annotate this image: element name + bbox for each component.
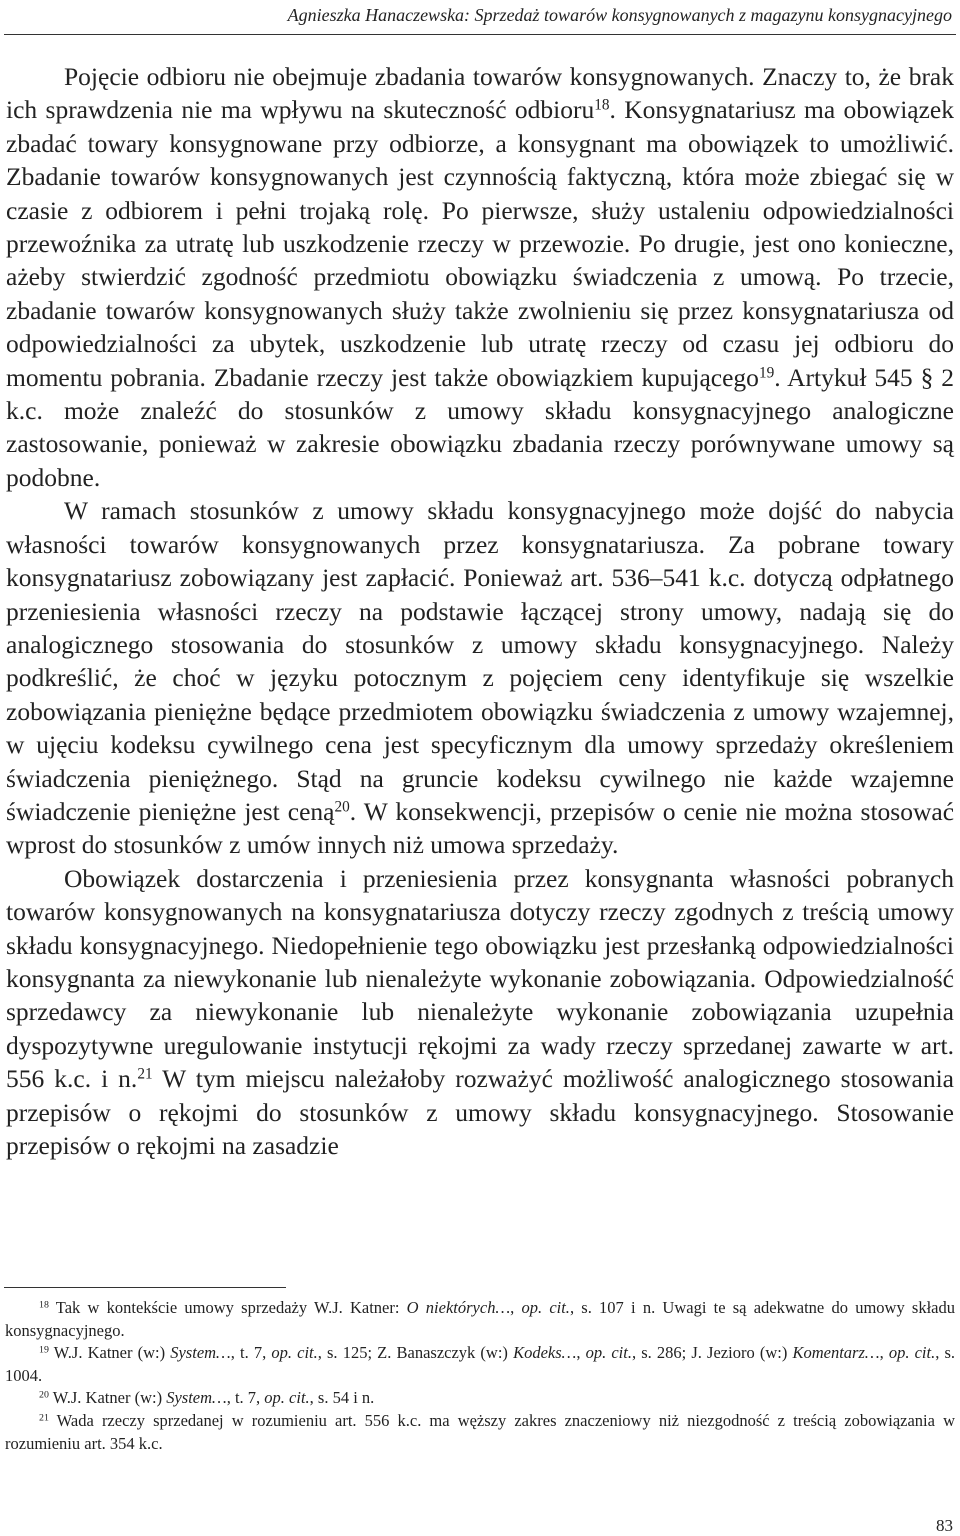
footnote (5, 1342, 955, 1387)
footnote-title: O niektórych… (406, 1298, 511, 1317)
page-number: 83 (936, 1516, 953, 1535)
running-title: Agnieszka Hanaczewska: Sprzedaż towarów konsygnowanych z magazynu konsygnacyjnego (287, 5, 952, 25)
paragraph (6, 60, 954, 494)
header-rule (4, 34, 956, 35)
footnote-text: , t. 7, (226, 1388, 265, 1408)
footnote-text: Tak w kontekście umowy sprzedaży W.J. Katner: (48, 1298, 407, 1317)
footnote-text: , s. 1004. (5, 1343, 956, 1385)
footnote-number: 18 (39, 1299, 49, 1311)
main-text (6, 60, 954, 1162)
footnote-text: , (879, 1343, 889, 1363)
footnote-title: Komentarz… (792, 1343, 880, 1363)
footnotes (5, 1297, 955, 1455)
text-run: . Konsygnatariusz ma obowiązek zbadać towary konsygnowane przy odbiorze, a konsygnant ma obowiązek to umożliwić. Zbadanie towarów konsygnowanych jest czynnością faktyczną, która może zbiegać się w czasie z odbiorem i pełni trojaką rolę. Po pierwsze, służy ustaleniu odpowiedzialności przewoźnika za utratę lub uszkodzenie rzeczy w przewozie. Po drugie, jest ono konieczne, ażeby stwierdzić zgodność przedmiotu obowiązku świadczenia z umową. Po trzecie, zbadanie towarów konsygnowanych służy także zwolnieniu się przez konsygnatariusza od odpowiedzialności za ubytek, uszkodzenie lub utratę rzeczy od czasu jej odbioru do momentu pobrania. Zbadanie rzeczy jest także obowiązkiem kupującego (6, 95, 954, 392)
paragraph (6, 862, 954, 1163)
footnote-text: W.J. Katner (w:) (48, 1343, 171, 1363)
text-run: . Artykuł 545 § 2 k.c. może znaleźć do stosunków z umowy składu konsygnacyjnego analogiczne zastosowanie, ponieważ w zakresie obowiązku zbadania rzeczy porównywane umowy są podobne. (6, 362, 955, 492)
footnote-citation: op. cit. (521, 1298, 570, 1317)
footnote-rule (4, 1287, 286, 1288)
footnote-number: 21 (39, 1412, 49, 1424)
footnote-title: Kodeks… (513, 1343, 577, 1363)
footnote-text: , t. 7, (230, 1343, 272, 1363)
text-run: Pojęcie odbioru nie obejmuje zbadania towarów konsygnowanych. Znaczy to, że brak ich sprawdzenia nie ma wpływu na skuteczność odbioru (6, 62, 954, 125)
text-run: W tym miejscu należałoby rozważyć możliwość analogicznego stosowania przepisów o rękojmi do stosunków z umowy składu konsygnacyjnego. Stosowanie przepisów o rękojmi na zasadzie (6, 1064, 954, 1160)
footnote-text: , s. 54 i n. (309, 1388, 375, 1408)
text-run: Obowiązek dostarczenia i przeniesienia przez konsygnanta własności pobranych towarów konsygnowanych na konsygnatariusza dotyczy rzeczy zgodnych z treścią umowy składu konsygnacyjnego. Niedopełnienie tego obowiązku jest przesłanką odpowiedzialności konsygnanta za niewykonanie lub nienależyte wykonanie zobowiązania. Odpowiedzialność sprzedawcy za niewykonanie lub nienależyte wykonanie zobowiązania uzupełnia dyspozytywne uregulowanie instytucji rękojmi za wady rzeczy sprzedanej zawarte w art. 556 k.c. i n. (6, 863, 954, 1094)
footnote-number: 19 (39, 1344, 49, 1356)
footnote-text: , s. 286; J. Jezioro (w:) (631, 1343, 793, 1363)
footnote (5, 1410, 955, 1455)
footnote-citation: op. cit. (888, 1343, 936, 1363)
footnote (5, 1297, 955, 1342)
footnote-ref[interactable]: 19 (758, 364, 775, 382)
footnote-text: Wada rzeczy sprzedanej w rozumieniu art. 556 k.c. ma węższy zakres znaczeniowy niż niezgodność z treścią zobowiązania w rozumieniu art. 354 k.c. (5, 1410, 955, 1453)
footnote (5, 1387, 955, 1410)
text-run: . W konsekwencji, przepisów o cenie nie można stosować wprost do stosunków z umów innych niż umowa sprzedaży. (6, 796, 955, 860)
footnote-title: System… (170, 1343, 231, 1363)
footnote-text: , (510, 1298, 522, 1317)
footnote-text: , s. 125; Z. Banaszczyk (w:) (317, 1343, 514, 1363)
paragraph (6, 494, 954, 861)
footnote-ref[interactable]: 18 (594, 97, 610, 114)
footnote-number: 20 (39, 1389, 49, 1401)
text-run: W ramach stosunków z umowy składu konsygnacyjnego może dojść do nabycia własności towarów konsygnowanych przez konsygnatariusza. Za pobrane towary konsygnatariusz zobowiązany jest zapłacić. Ponieważ art. 536–541 k.c. dotyczą odpłatnego przeniesienia własności rzeczy na podstawie łączącej strony umowy, nadają się do analogicznego stosowania do stosunków z umowy składu konsygnacyjnego. Należy podkreślić, że choć w języku potocznym z pojęciem ceny identyfikuje się wszelkie zobowiązania pieniężne będące przedmiotem obowiązku świadczenia z umowy wzajemnej, w ujęciu kodeksu cywilnego cena jest specyficznym dla umowy sprzedaży określeniem świadczenia pieniężnego. Stąd na gruncie kodeksu cywilnego nie każde wzajemne świadczenie pieniężne jest ceną (6, 496, 954, 826)
footnote-title: System… (166, 1388, 227, 1408)
footnote-citation: op. cit. (264, 1388, 310, 1408)
footnote-citation: op. cit. (271, 1343, 318, 1363)
footnote-ref[interactable]: 20 (334, 798, 350, 816)
footnote-text: , (576, 1343, 586, 1363)
footnote-text: W.J. Katner (w:) (48, 1388, 167, 1408)
footnote-citation: op. cit. (585, 1343, 632, 1363)
footnote-text: , s. 107 i n. Uwagi te są adekwatne do umowy składu konsygnacyjnego. (5, 1298, 955, 1340)
footnote-ref[interactable]: 21 (137, 1065, 153, 1083)
